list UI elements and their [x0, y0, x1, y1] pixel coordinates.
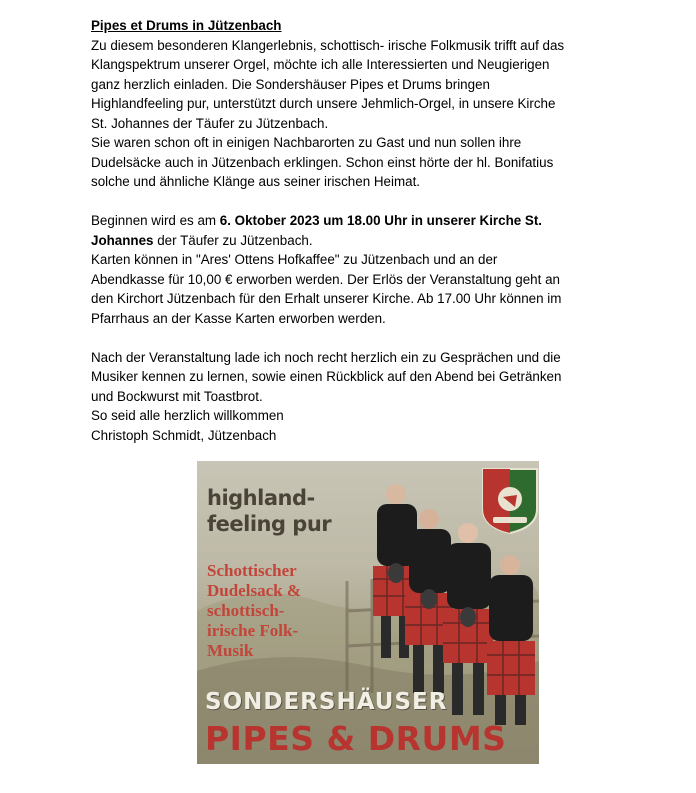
- event-intro: Beginnen wird es am: [91, 213, 220, 228]
- letter-body: [91, 16, 651, 445]
- paragraph-closing: [91, 348, 651, 446]
- paragraph-gap: [91, 328, 651, 348]
- text-line: den Kirchort Jützenbach für den Erhalt unserer Kirche. Ab 17.00 Uhr können im: [91, 291, 562, 306]
- poster-subtitle-line: irische Folk-: [207, 621, 299, 640]
- letter-title: Pipes et Drums in Jützenbach: [91, 18, 282, 33]
- text-line: Musiker kennen zu lernen, sowie einen Rückblick auf den Abend bei Getränken: [91, 369, 562, 384]
- paragraph-intro: [91, 36, 651, 192]
- text-line: Sie waren schon oft in einigen Nachbarorten zu Gast und nun sollen ihre: [91, 135, 522, 150]
- poster-subtitle-line: Dudelsack &: [207, 581, 301, 600]
- poster-tagline-line-2: feeling pur: [207, 512, 332, 536]
- event-church-rest: der Täufer zu Jützenbach.: [153, 232, 313, 248]
- text-line: Klangspektrum unserer Orgel, möchte ich alle Interessierten und Neugierigen: [91, 57, 550, 72]
- band-badge-icon: [483, 469, 537, 533]
- poster-subtitle-line: schottisch-: [207, 601, 285, 620]
- event-church: Johannes: [91, 232, 154, 248]
- poster-subtitle-line: Schottischer: [207, 561, 297, 580]
- text-line: ganz herzlich einladen. Die Sondershäuser Pipes et Drums bringen: [91, 76, 490, 92]
- text-line: Abendkasse für 10,00 € erworben werden. Der Erlös der Veranstaltung geht an: [91, 271, 560, 287]
- poster-tagline-line-1: highland-: [207, 486, 315, 510]
- text-line: Karten können in "Ares' Ottens Hofkaffee" zu Jützenbach und an der: [91, 252, 498, 267]
- text-line: Highlandfeeling pur, unterstützt durch unsere Jehmlich-Orgel, in unsere Kirche: [91, 96, 556, 111]
- paragraph-gap: [91, 192, 651, 212]
- poster-subtitle-line: Musik: [207, 641, 254, 660]
- signature: Christoph Schmidt, Jützenbach: [91, 427, 277, 443]
- text-line: St. Johannes der Täufer zu Jützenbach.: [91, 115, 329, 131]
- poster-brand-line-2: PIPES & DRUMS: [205, 719, 507, 758]
- text-line: Dudelsäcke auch in Jützenbach erklingen. Schon einst hörte der hl. Bonifatius: [91, 154, 554, 170]
- poster-brand-line-1: SONDERSHÄUSER: [205, 689, 448, 715]
- text-line: Pfarrhaus an der Kasse Karten erworben werden.: [91, 310, 386, 326]
- text-line: Nach der Veranstaltung lade ich noch recht herzlich ein zu Gesprächen und die: [91, 349, 561, 365]
- paragraph-event-details: [91, 211, 651, 328]
- text-line: und Bockwurst mit Toastbrot.: [91, 388, 263, 404]
- text-line: [91, 231, 651, 251]
- event-date: 6. Oktober 2023 um 18.00 Uhr in unserer Kirche St.: [219, 213, 543, 228]
- text-line: So seid alle herzlich willkommen: [91, 408, 284, 423]
- event-poster: [197, 461, 539, 764]
- text-line: Zu diesem besonderen Klangerlebnis, schottisch- irische Folkmusik trifft auf das: [91, 37, 565, 53]
- text-line: solche und ähnliche Klänge aus seiner irischen Heimat.: [91, 174, 421, 189]
- text-line: [91, 211, 651, 231]
